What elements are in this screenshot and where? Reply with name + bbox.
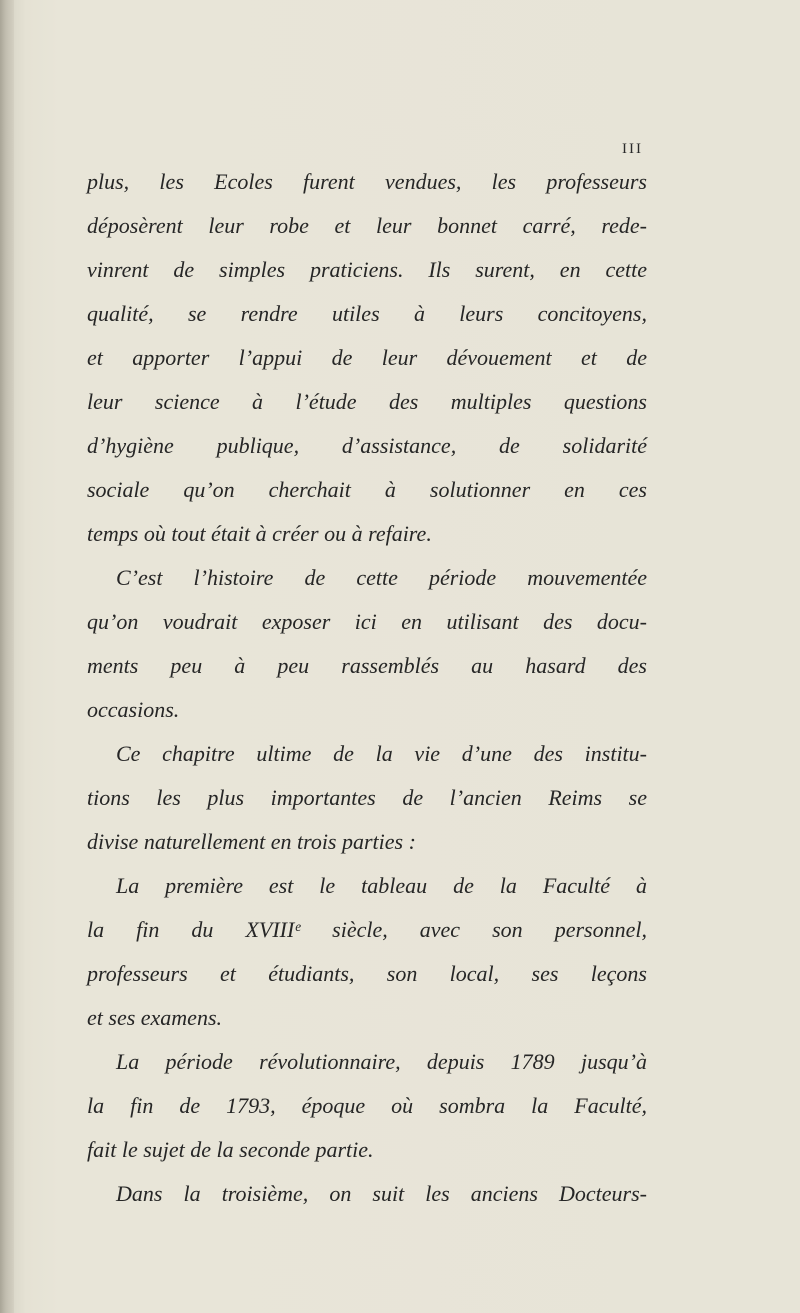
- text-line: divise naturellement en trois parties :: [87, 829, 416, 854]
- text-line: et ses examens.: [87, 1005, 223, 1030]
- text-line: la fin de 1793, époque où sombra la Faculté,: [87, 1093, 647, 1118]
- text-line: d’hygiène publique, d’assistance, de solidarité: [87, 433, 647, 458]
- page-number: III: [622, 141, 643, 157]
- text-line: professeurs et étudiants, son local, ses leçons: [87, 961, 647, 986]
- text-line: leur science à l’étude des multiples questions: [87, 389, 647, 414]
- text-line: fait le sujet de la seconde partie.: [87, 1137, 374, 1162]
- text-line: plus, les Ecoles furent vendues, les professeurs: [87, 169, 647, 194]
- text-line: déposèrent leur robe et leur bonnet carré, rede-: [87, 213, 647, 238]
- text-line: C’est l’histoire de cette période mouvementée: [116, 565, 647, 590]
- text-line: La première est le tableau de la Faculté à: [116, 873, 647, 898]
- text-line: ments peu à peu rassemblés au hasard des: [87, 653, 647, 678]
- text-line: qu’on voudrait exposer ici en utilisant des docu-: [87, 609, 647, 634]
- page-binding-edge: [0, 0, 14, 1313]
- text-line: et apporter l’appui de leur dévouement et de: [87, 345, 647, 370]
- text-line: la fin du XVIIIᵉ siècle, avec son personnel,: [87, 917, 647, 942]
- text-line: Dans la troisième, on suit les anciens Docteurs-: [116, 1181, 647, 1206]
- text-line: Ce chapitre ultime de la vie d’une des institu-: [116, 741, 647, 766]
- text-line: occasions.: [87, 697, 180, 722]
- text-line: temps où tout était à créer ou à refaire.: [87, 521, 432, 546]
- text-line: vinrent de simples praticiens. Ils surent, en cette: [87, 257, 647, 282]
- text-line: La période révolutionnaire, depuis 1789 jusqu’à: [116, 1049, 647, 1074]
- text-line: qualité, se rendre utiles à leurs concitoyens,: [87, 301, 647, 326]
- text-line: sociale qu’on cherchait à solutionner en ces: [87, 477, 647, 502]
- text-line: tions les plus importantes de l’ancien Reims se: [87, 785, 647, 810]
